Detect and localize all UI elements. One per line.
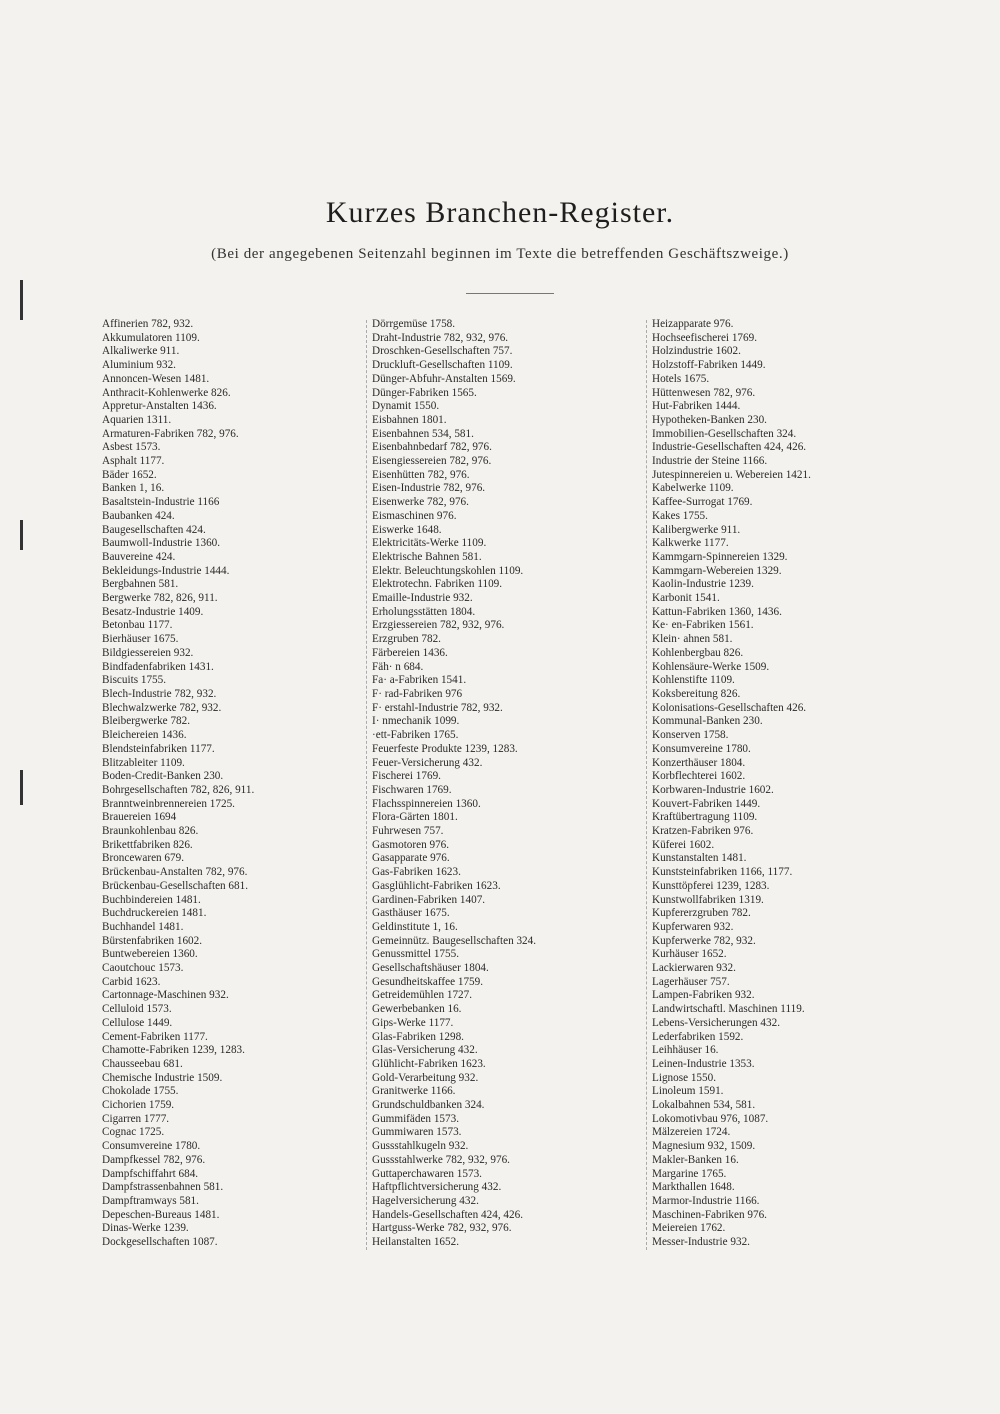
register-entry: Buchbindereien 1481. (102, 893, 201, 906)
register-entry: Fa· a-Fabriken 1541. (372, 674, 467, 687)
register-entry: Flora-Gärten 1801. (372, 811, 458, 824)
register-entry: Kalibergwerke 911. (652, 523, 741, 536)
register-entry: Klein· ahnen 581. (652, 633, 733, 646)
register-entry: Gips-Werke 1177. (372, 1016, 454, 1029)
register-entry: Eiswerke 1648. (372, 523, 442, 536)
register-entry: Gasglühlicht-Fabriken 1623. (372, 879, 501, 892)
scan-edge-mark (20, 770, 23, 805)
register-entry: Draht-Industrie 782, 932, 976. (372, 331, 509, 344)
register-entry: Bildgiessereien 932. (102, 646, 194, 659)
register-entry: Eisenwerke 782, 976. (372, 496, 469, 509)
register-entry: Karbonit 1541. (652, 592, 720, 605)
register-entry: Ke· en-Fabriken 1561. (652, 619, 754, 632)
register-entry: Cichorien 1759. (102, 1099, 175, 1112)
register-entry: Dynamit 1550. (372, 400, 440, 413)
register-entry: Glas-Fabriken 1298. (372, 1030, 464, 1043)
register-entry: Kakes 1755. (652, 509, 708, 522)
register-entry: Dünger-Fabriken 1565. (372, 386, 477, 399)
register-entry: Lagerhäuser 757. (652, 975, 730, 988)
register-entry: Blendsteinfabriken 1177. (102, 742, 215, 755)
register-entry: Geldinstitute 1, 16. (372, 920, 458, 933)
register-entry: Kunsttöpferei 1239, 1283. (652, 879, 770, 892)
register-entry: Eisbahnen 1801. (372, 413, 447, 426)
register-entry: Gesundheitskaffee 1759. (372, 975, 484, 988)
register-entry: Baumwoll-Industrie 1360. (102, 537, 221, 550)
register-entry: Gussstahlwerke 782, 932, 976. (372, 1153, 510, 1166)
register-entry: Gummiwaren 1573. (372, 1126, 462, 1139)
register-entry: Konsumvereine 1780. (652, 742, 751, 755)
register-entry: Hut-Fabriken 1444. (652, 400, 741, 413)
register-entry: Elektr. Beleuchtungskohlen 1109. (372, 564, 524, 577)
register-entry: Affinerien 782, 932. (102, 318, 194, 330)
register-entry: Fischerei 1769. (372, 770, 441, 783)
register-entry: Eisen-Industrie 782, 976. (372, 482, 486, 495)
register-entry: Fuhrwesen 757. (372, 825, 444, 838)
register-entry: Kunststeinfabriken 1166, 1177. (652, 866, 793, 879)
register-entry: Leinen-Industrie 1353. (652, 1057, 755, 1070)
register-entry: Dünger-Abfuhr-Anstalten 1569. (372, 372, 516, 385)
register-entry: Kraftübertragung 1109. (652, 811, 758, 824)
register-entry: Bekleidungs-Industrie 1444. (102, 564, 230, 577)
register-entry: Gussstahlkugeln 932. (372, 1140, 469, 1153)
register-entry: Akkumulatoren 1109. (102, 331, 200, 344)
register-entry: Besatz-Industrie 1409. (102, 605, 204, 618)
scan-edge-mark (20, 520, 23, 550)
register-entry: Brikettfabriken 826. (102, 838, 193, 851)
register-entry: Brückenbau-Anstalten 782, 976. (102, 866, 248, 879)
register-entry: F· rad-Fabriken 976 (372, 687, 463, 700)
register-entry: Kaolin-Industrie 1239. (652, 578, 754, 591)
register-entry: Makler-Banken 16. (652, 1153, 739, 1166)
register-column-2 (372, 318, 662, 1250)
register-entry: Dörrgemüse 1758. (372, 318, 456, 330)
page-subtitle: (Bei der angegebenen Seitenzahl beginnen im Texte die betreffenden Geschäftszweige.) (211, 246, 789, 262)
register-entry: Bleibergwerke 782. (102, 715, 191, 728)
register-entry: Küferei 1602. (652, 838, 715, 851)
register-entry: Dampfkessel 782, 976. (102, 1153, 206, 1166)
register-entry: Mälzereien 1724. (652, 1126, 731, 1139)
register-entry: Gewerbebanken 16. (372, 1003, 462, 1016)
register-entry: Cement-Fabriken 1177. (102, 1030, 208, 1043)
register-entry: Lampen-Fabriken 932. (652, 989, 755, 1002)
register-entry: Elektrische Bahnen 581. (372, 550, 482, 563)
register-entry: Industrie der Steine 1166. (652, 455, 768, 468)
register-entry: Carbid 1623. (102, 975, 161, 988)
register-entry: Glas-Versicherung 432. (372, 1044, 478, 1057)
register-entry: Gesellschaftshäuser 1804. (372, 962, 489, 975)
register-entry: Dinas-Werke 1239. (102, 1222, 189, 1235)
register-entry: Betonbau 1177. (102, 619, 173, 632)
register-column-3 (652, 318, 942, 1250)
register-entry: Magnesium 932, 1509. (652, 1140, 756, 1153)
register-entry: Buntwebereien 1360. (102, 948, 198, 961)
register-entry: Celluloid 1573. (102, 1003, 172, 1016)
register-entry: Immobilien-Gesellschaften 324. (652, 427, 797, 440)
register-entry: Bäder 1652. (102, 468, 157, 481)
register-entry: Konserven 1758. (652, 729, 729, 742)
register-entry: Kabelwerke 1109. (652, 482, 734, 495)
register-entry: Kammgarn-Spinnereien 1329. (652, 550, 788, 563)
register-entry: Lebens-Versicherungen 432. (652, 1016, 780, 1029)
register-entry: Industrie-Gesellschaften 424, 426. (652, 441, 807, 454)
register-entry: Gasapparate 976. (372, 852, 450, 865)
register-entry: Kurhäuser 1652. (652, 948, 727, 961)
register-entry: Linoleum 1591. (652, 1085, 724, 1098)
register-entry: Hotels 1675. (652, 372, 710, 385)
register-entry: Holzindustrie 1602. (652, 345, 741, 358)
register-entry: Kouvert-Fabriken 1449. (652, 797, 761, 810)
register-entry: Hüttenwesen 782, 976. (652, 386, 756, 399)
register-entry: Blitzableiter 1109. (102, 756, 185, 769)
register-entry: Lokomotivbau 976, 1087. (652, 1112, 769, 1125)
register-entry: Konzerthäuser 1804. (652, 756, 746, 769)
register-entry: Broncewaren 679. (102, 852, 185, 865)
register-entry: Basaltstein-Industrie 1166 (102, 496, 220, 509)
register-entry: Granitwerke 1166. (372, 1085, 456, 1098)
register-entry: Eismaschinen 976. (372, 509, 457, 522)
register-entry: Genussmittel 1755. (372, 948, 460, 961)
register-entry: Feuer-Versicherung 432. (372, 756, 483, 769)
register-entry: Erzgruben 782. (372, 633, 441, 646)
register-entry: Guttaperchawaren 1573. (372, 1167, 482, 1180)
register-entry: Kupferwaren 932. (652, 920, 734, 933)
register-entry: Branntweinbrennereien 1725. (102, 797, 235, 810)
register-entry: I· nmechanik 1099. (372, 715, 460, 728)
register-entry: Brauereien 1694 (102, 811, 177, 824)
register-entry: Buchhandel 1481. (102, 920, 184, 933)
register-entry: Baugesellschaften 424. (102, 523, 206, 536)
register-entry: Lederfabriken 1592. (652, 1030, 744, 1043)
register-entry: Grundschuldbanken 324. (372, 1099, 485, 1112)
register-entry: Erzgiessereien 782, 932, 976. (372, 619, 505, 632)
register-entry: Eisengiessereien 782, 976. (372, 455, 492, 468)
register-entry: Bindfadenfabriken 1431. (102, 660, 214, 673)
register-entry: Anthracit-Kohlenwerke 826. (102, 386, 231, 399)
register-entry: Gummifäden 1573. (372, 1112, 459, 1125)
register-entry: Banken 1, 16. (102, 482, 165, 495)
register-entry: Kohlensäure-Werke 1509. (652, 660, 770, 673)
register-entry: Blech-Industrie 782, 932. (102, 687, 217, 700)
register-entry: Elektrotechn. Fabriken 1109. (372, 578, 503, 591)
register-entry: Biscuits 1755. (102, 674, 167, 687)
register-entry: Kunstanstalten 1481. (652, 852, 747, 865)
register-entry: Kupferwerke 782, 932. (652, 934, 756, 947)
register-entry: Chokolade 1755. (102, 1085, 179, 1098)
register-entry: Marmor-Industrie 1166. (652, 1195, 760, 1207)
register-entry: Armaturen-Fabriken 782, 976. (102, 427, 239, 440)
register-entry: Dockgesellschaften 1087. (102, 1236, 218, 1249)
register-entry: Eisenhütten 782, 976. (372, 468, 470, 481)
register-entry: Fischwaren 1769. (372, 783, 452, 796)
register-entry: Haftpflichtversicherung 432. (372, 1181, 502, 1194)
register-entry: Lokalbahnen 534, 581. (652, 1099, 756, 1112)
register-entry: Buchdruckereien 1481. (102, 907, 207, 920)
register-entry: Cognac 1725. (102, 1126, 165, 1139)
register-entry: Feuerfeste Produkte 1239, 1283. (372, 742, 518, 755)
register-entry: Chemische Industrie 1509. (102, 1071, 223, 1084)
register-entry: Lackierwaren 932. (652, 962, 736, 975)
register-entry: Kalkwerke 1177. (652, 537, 729, 550)
register-entry: Markthallen 1648. (652, 1181, 735, 1194)
register-entry: Fäh· n 684. (372, 660, 424, 673)
register-entry: Messer-Industrie 932. (652, 1236, 750, 1249)
register-entry: Brückenbau-Gesellschaften 681. (102, 879, 249, 892)
register-entry: Kunstwollfabriken 1319. (652, 893, 764, 906)
register-entry: Eisenbahnen 534, 581. (372, 427, 474, 440)
register-entry: Gas-Fabriken 1623. (372, 866, 461, 879)
register-entry: Kolonisations-Gesellschaften 426. (652, 701, 807, 714)
register-entry: Maschinen-Fabriken 976. (652, 1208, 767, 1221)
register-entry: Cigarren 1777. (102, 1112, 170, 1125)
register-entry: Holzstoff-Fabriken 1449. (652, 359, 766, 372)
register-entry: Asbest 1573. (102, 441, 161, 454)
register-entry: Korbwaren-Industrie 1602. (652, 783, 774, 796)
register-entry: Blechwalzwerke 782, 932. (102, 701, 222, 714)
register-entry: Hagelversicherung 432. (372, 1195, 479, 1207)
register-column-1 (102, 318, 392, 1250)
register-entry: Leihhäuser 16. (652, 1044, 719, 1057)
register-entry: Heizapparate 976. (652, 318, 734, 330)
page-title: Kurzes Branchen-Register. (325, 196, 675, 229)
register-entry: Baubanken 424. (102, 509, 175, 522)
register-entry: Bergbahnen 581. (102, 578, 179, 591)
register-entry: Dampfstrassenbahnen 581. (102, 1181, 224, 1194)
register-entry: Glühlicht-Fabriken 1623. (372, 1057, 486, 1070)
register-entry: Koksbereitung 826. (652, 687, 741, 700)
register-entry: Depeschen-Bureaus 1481. (102, 1208, 220, 1221)
register-entry: Gasmotoren 976. (372, 838, 450, 851)
register-entry: Korbflechterei 1602. (652, 770, 746, 783)
register-entry: Heilanstalten 1652. (372, 1236, 459, 1249)
register-entry: Kupfererzgruben 782. (652, 907, 751, 920)
register-entry: Bierhäuser 1675. (102, 633, 179, 646)
register-entry: Boden-Credit-Banken 230. (102, 770, 224, 783)
register-entry: Alkaliwerke 911. (102, 345, 180, 358)
register-entry: Gemeinnütz. Baugesellschaften 324. (372, 934, 537, 947)
register-entry: Chausseebau 681. (102, 1057, 183, 1070)
register-entry: Droschken-Gesellschaften 757. (372, 345, 513, 358)
register-entry: Bürstenfabriken 1602. (102, 934, 203, 947)
register-entry: Kohlenstifte 1109. (652, 674, 735, 687)
divider (466, 293, 554, 294)
register-entry: Hochseefischerei 1769. (652, 331, 757, 344)
register-entry: Chamotte-Fabriken 1239, 1283. (102, 1044, 245, 1057)
register-entry: Jutespinnereien u. Webereien 1421. (652, 468, 811, 481)
register-entry: F· erstahl-Industrie 782, 932. (372, 701, 503, 714)
register-entry: Kratzen-Fabriken 976. (652, 825, 754, 838)
register-entry: Hartguss-Werke 782, 932, 976. (372, 1222, 512, 1235)
register-entry: Kohlenbergbau 826. (652, 646, 744, 659)
register-entry: Annoncen-Wesen 1481. (102, 372, 210, 385)
register-entry: Eisenbahnbedarf 782, 976. (372, 441, 492, 454)
register-entry: Braunkohlenbau 826. (102, 825, 199, 838)
register-entry: Dampfschiffahrt 684. (102, 1167, 199, 1180)
register-entry: Asphalt 1177. (102, 455, 165, 468)
register-entry: Aluminium 932. (102, 359, 176, 372)
register-entry: Aquarien 1311. (102, 413, 172, 426)
register-entry: Margarine 1765. (652, 1167, 727, 1180)
register-entry: Hypotheken-Banken 230. (652, 413, 767, 426)
scan-edge-mark (20, 280, 23, 320)
register-entry: Elektricitäts-Werke 1109. (372, 537, 487, 550)
register-entry: Flachsspinnereien 1360. (372, 797, 481, 810)
register-entry: Kommunal-Banken 230. (652, 715, 763, 728)
register-entry: Handels-Gesellschaften 424, 426. (372, 1208, 523, 1221)
register-entry: Bauvereine 424. (102, 550, 176, 563)
register-entry: Färbereien 1436. (372, 646, 448, 659)
register-entry: Bohrgesellschaften 782, 826, 911. (102, 783, 255, 796)
register-entry: Gardinen-Fabriken 1407. (372, 893, 486, 906)
register-entry: Druckluft-Gesellschaften 1109. (372, 359, 513, 372)
register-entry: Bleichereien 1436. (102, 729, 187, 742)
register-entry: Meiereien 1762. (652, 1222, 726, 1235)
register-entry: Caoutchouc 1573. (102, 962, 184, 975)
register-entry: Lignose 1550. (652, 1071, 717, 1084)
register-entry: Dampftramways 581. (102, 1195, 199, 1207)
register-entry: Appretur-Anstalten 1436. (102, 400, 217, 413)
register-entry: Kammgarn-Webereien 1329. (652, 564, 782, 577)
register-entry: Erholungsstätten 1804. (372, 605, 476, 618)
register-entry: Kattun-Fabriken 1360, 1436. (652, 605, 782, 618)
register-entry: Getreidemühlen 1727. (372, 989, 473, 1002)
register-entry: Landwirtschaftl. Maschinen 1119. (652, 1003, 805, 1016)
register-entry: Gold-Verarbeitung 932. (372, 1071, 479, 1084)
register-entry: Kaffee-Surrogat 1769. (652, 496, 753, 509)
register-entry: Emaille-Industrie 932. (372, 592, 473, 605)
register-entry: Bergwerke 782, 826, 911. (102, 592, 218, 605)
register-entry: ·ett-Fabriken 1765. (372, 729, 459, 742)
register-entry: Cartonnage-Maschinen 932. (102, 989, 229, 1002)
register-entry: Cellulose 1449. (102, 1016, 173, 1029)
register-entry: Consumvereine 1780. (102, 1140, 201, 1153)
register-entry: Gasthäuser 1675. (372, 907, 450, 920)
